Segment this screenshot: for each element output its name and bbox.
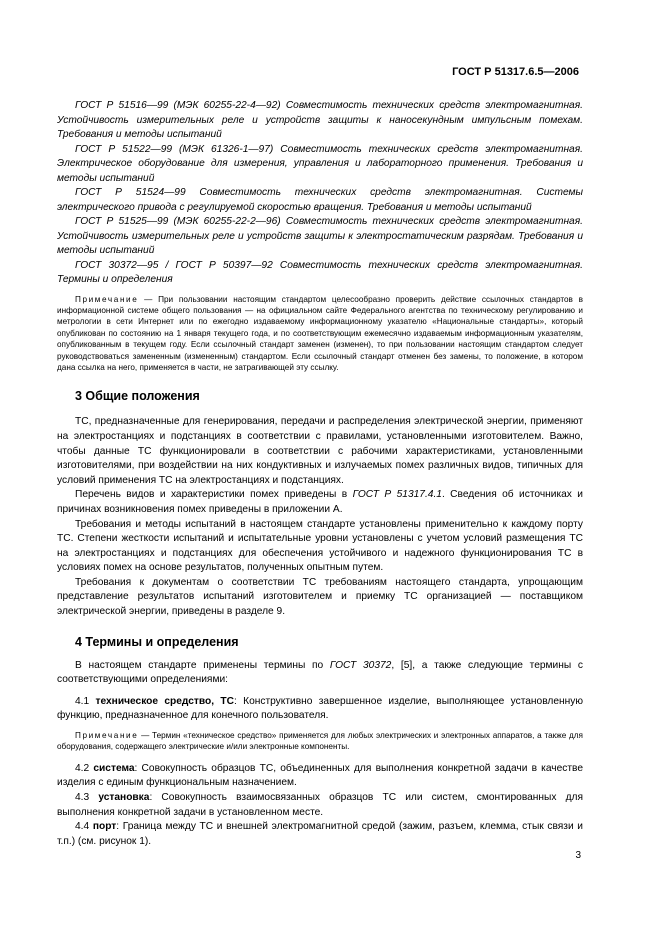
term-4-4 xyxy=(57,820,583,849)
note-text: — При пользовании настоящим стандартом целесообразно проверить действие ссылочных стандартов в информационной системе общего пользования — на официальном сайте Федерального агентства по техническому регулированию и метрологии в сети Интернет или по ежегодно издаваемому информационному указателю «Национальные стандарты», который опубликован по состоянию на 1 января текущего года, и по соответствующим ежемесячно издаваемым информационным указателям, опубликованным в текущем году. Если ссылочный стандарт заменен (изменен), то при пользовании настоящим стандартом следует руководствоваться замененным (измененным) стандартом. Если ссылочный стандарт отменен без замены, то положение, в котором дана ссылка на него, применяется в части, не затрагивающей эту ссылку. xyxy=(57,294,583,372)
term-name: система xyxy=(93,762,135,774)
term-name: техническое средство, ТС xyxy=(95,695,234,707)
note-label: Примечание xyxy=(75,731,139,741)
section-3-heading: 3 Общие положения xyxy=(75,389,200,404)
text-run: , [5], а также следующие термины с соответствующими определениями: xyxy=(57,659,584,686)
text-run: . Сведения об источниках и причинах возникновения помех приведены в приложении А. xyxy=(57,489,583,515)
term-definition: : Граница между ТС и внешней электромагнитной средой (зажим, разъем, клемма, стык связи и т.п.) (см. рисунок 1). xyxy=(57,821,583,847)
term-4-3 xyxy=(57,791,583,820)
term-4-2 xyxy=(57,762,583,791)
term-definition: : Совокупность образцов ТС, объединенных для выполнения конкретной задачи в качестве изделия с единым функциональным назначением. xyxy=(57,762,583,789)
page-content xyxy=(57,99,583,849)
term-number: 4.3 xyxy=(75,792,99,804)
reference-item: ГОСТ 30372—95 / ГОСТ Р 50397—92 Совместимость технических средств электромагнитная. Термины и определения xyxy=(57,259,583,285)
references-list xyxy=(57,99,583,288)
note-text: — Термин «техническое средство» применяется для любых электрических и электронных аппаратов, а также для оборудования, содержащего электрические и/или электронные компоненты. xyxy=(57,731,583,752)
page-number: 3 xyxy=(575,850,581,861)
reference-item: ГОСТ Р 51524—99 Совместимость технических средств электромагнитная. Системы электрического привода с регулируемой скоростью вращения. Требования и методы испытаний xyxy=(57,187,583,213)
section-4-intro xyxy=(57,659,583,688)
note-label: Примечание xyxy=(75,294,139,304)
term-number: 4.4 xyxy=(75,821,93,833)
section-3-paragraph xyxy=(57,488,583,517)
reference-item: ГОСТ Р 51516—99 (МЭК 60255-22-4—92) Совместимость технических средств электромагнитная. Устойчивость измерительных реле и устройств защиты к наносекундным импульсным помехам. Требования и методы испытаний xyxy=(57,100,583,140)
term-name: порт xyxy=(92,821,117,833)
standard-reference: ГОСТ Р 51317.4.1 xyxy=(352,489,442,501)
term-number: 4.1 xyxy=(75,695,96,707)
reference-item: ГОСТ Р 51525—99 (МЭК 60255-22-2—96) Совместимость технических средств электромагнитная. Устойчивость измерительных реле и устройств защиты к электростатическим разрядам. Требования и методы испытаний xyxy=(57,216,583,256)
standard-reference: ГОСТ 30372 xyxy=(329,659,392,671)
references-note xyxy=(57,294,583,374)
term-4-1 xyxy=(57,695,583,724)
term-definition: : Совокупность взаимосвязанных образцов ТС или систем, смонтированных для выполнения конкретной задачи в установленном месте. xyxy=(57,792,583,818)
term-definition: : Конструктивно завершенное изделие, выполняющее установленную функцию, предназначенное для конечного пользователя. xyxy=(57,695,583,722)
section-4-heading: 4 Термины и определения xyxy=(75,634,239,649)
document-header-id: ГОСТ Р 51317.6.5—2006 xyxy=(452,66,579,78)
reference-item: ГОСТ Р 51522—99 (МЭК 61326-1—97) Совместимость технических средств электромагнитная. Электрическое оборудование для измерения, управления и лабораторного применения. Требования и методы испытаний xyxy=(57,143,583,184)
text-run: В настоящем стандарте применены термины по xyxy=(75,659,330,671)
text-run: Перечень видов и характеристики помех приведены в xyxy=(75,489,353,501)
term-note xyxy=(57,730,583,753)
section-3-paragraph: Требования к документам о соответствии ТС требованиям настоящего стандарта, упрощающим представление результатов испытаний изготовителем и приемку ТС организацией — поставщиком электрической энергии, приведены в разделе 9. xyxy=(57,576,583,618)
section-3-paragraph: Требования и методы испытаний в настоящем стандарте установлены применительно к каждому порту ТС. Степени жесткости испытаний и испытательные уровни установлены с учетом условий размещения ТС на электростанциях и подстанциях для обеспечения устойчивого и надежного функционирования ТС в условиях помех на основе результатов, полученных опытным путем. xyxy=(57,518,583,574)
section-3-paragraph: ТС, предназначенные для генерирования, передачи и распределения электрической энергии, применяют на электростанциях и подстанциях в соответствии с правилами, установленными изготовителем. Важно, чтобы данные ТС функционировали в соответствии с рабочими характеристиками, установленными изготовителями, при воздействии на них кондуктивных и излучаемых помех различных видов, типичных для условий применения ТС на электростанциях и подстанциях. xyxy=(57,416,583,486)
term-name: установка xyxy=(98,792,150,804)
term-number: 4.2 xyxy=(75,762,94,774)
